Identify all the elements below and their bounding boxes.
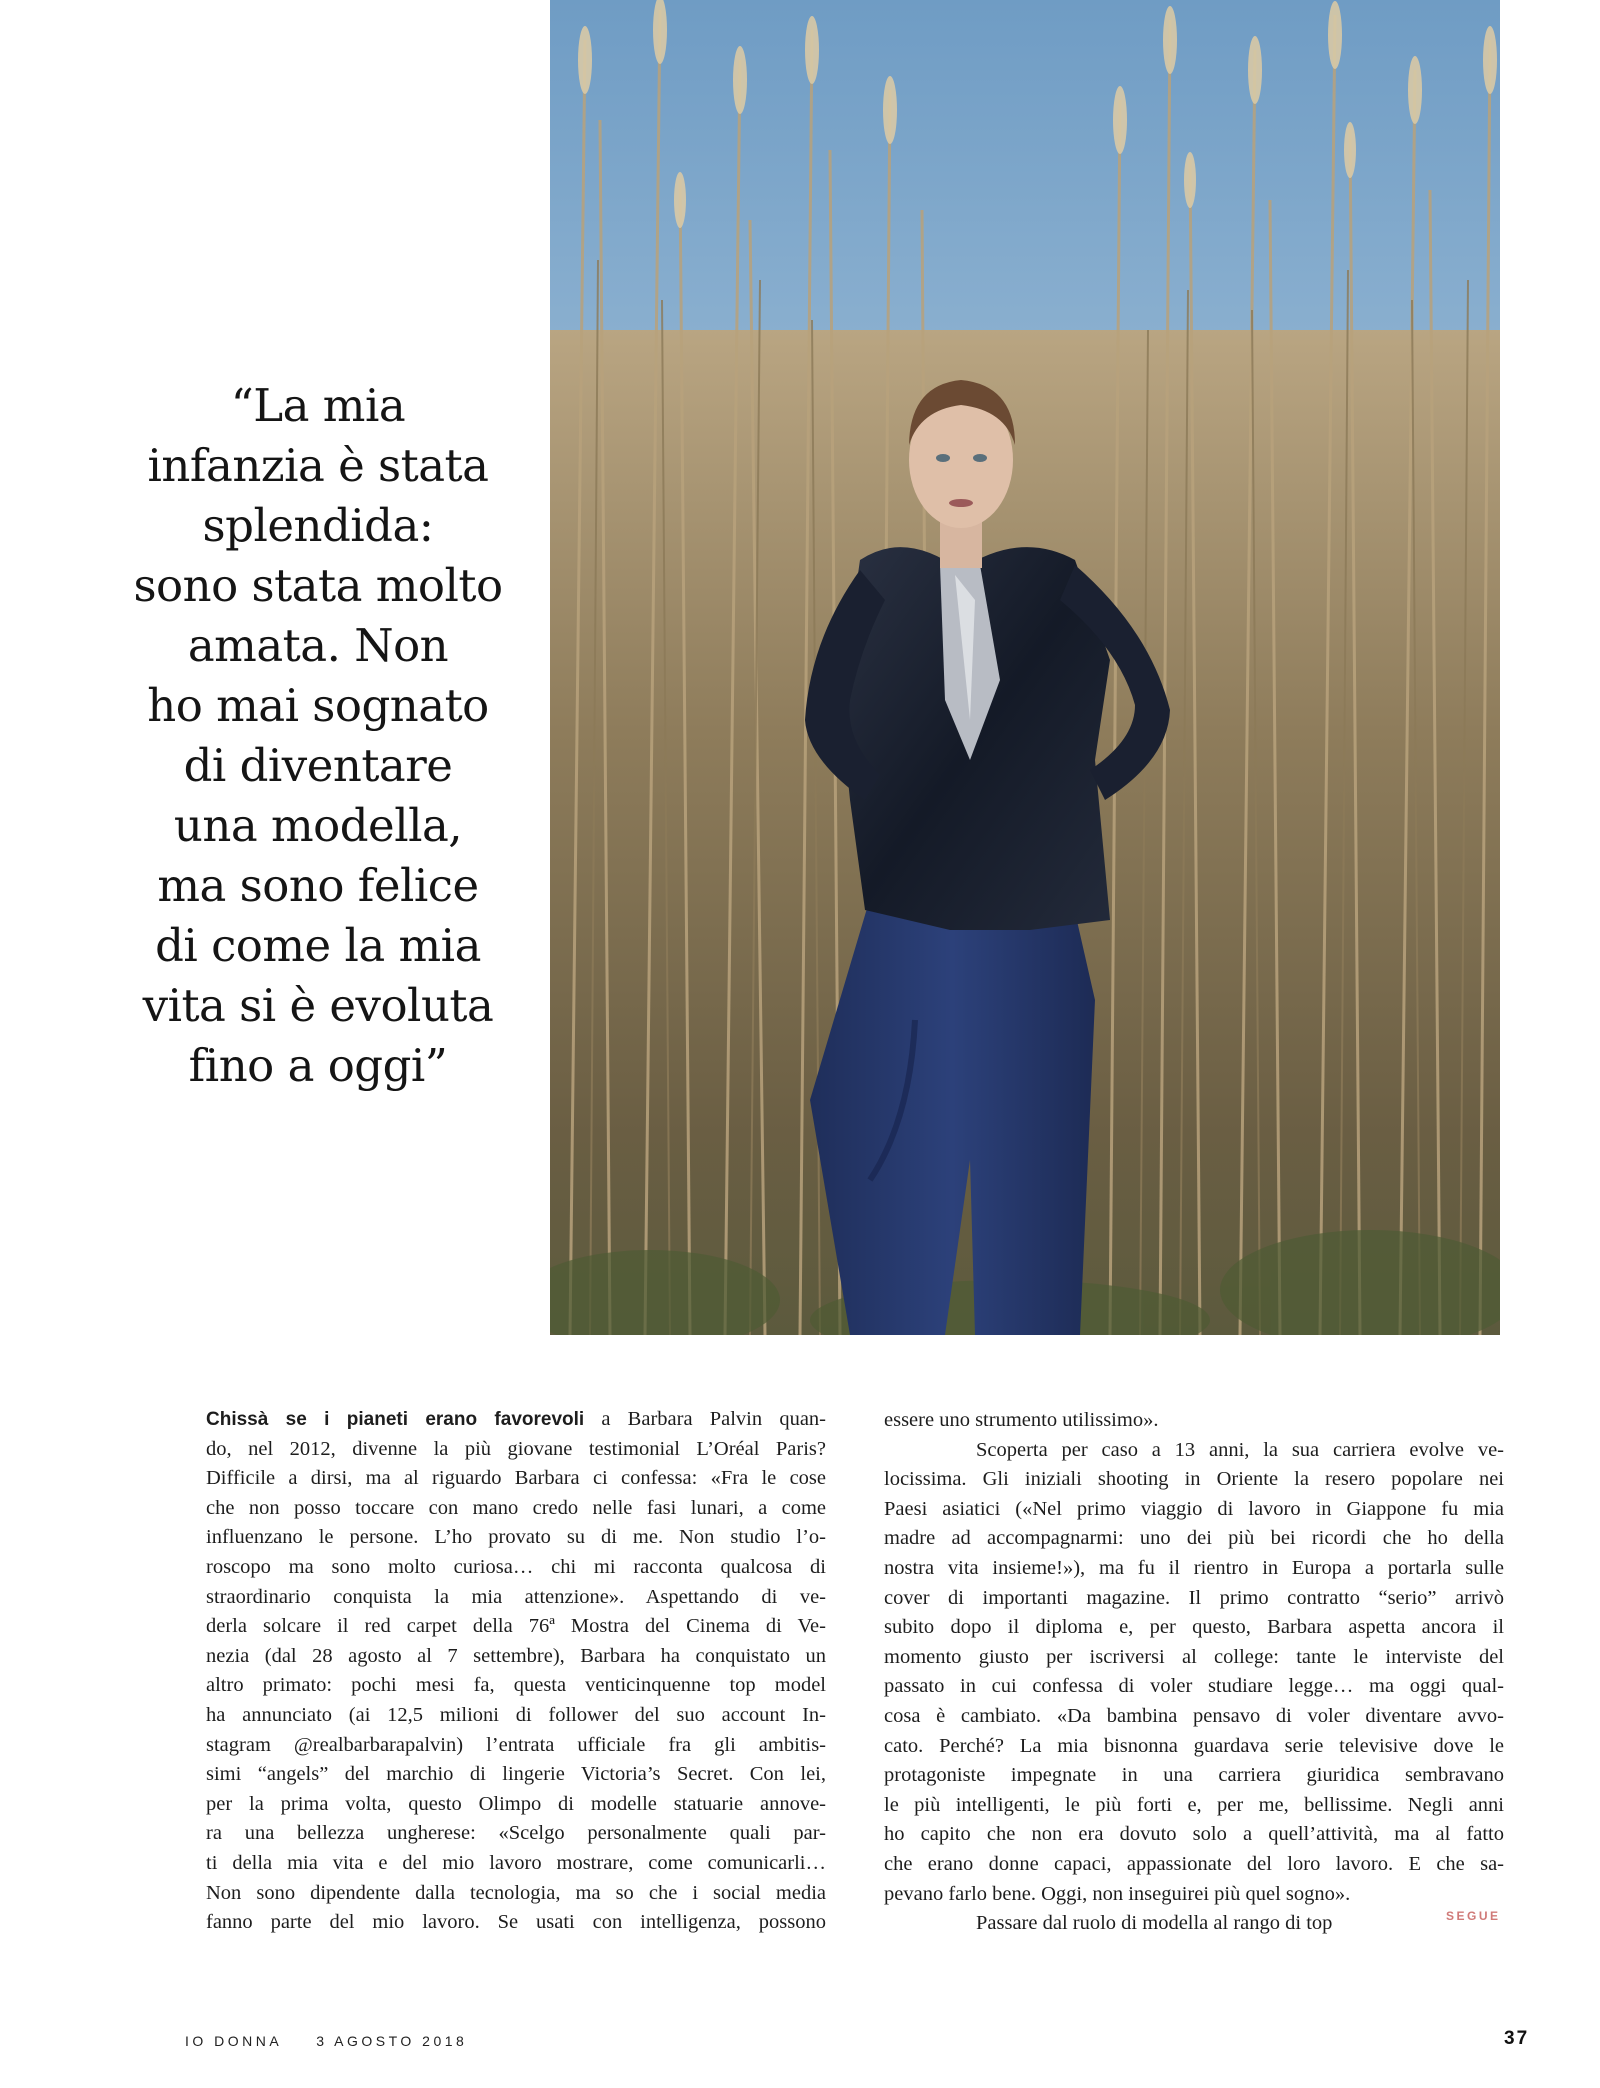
article-line: che erano donne capaci, appassionate del loro lavoro. E che sa- — [884, 1852, 1504, 1875]
quote-line: ma sono felice — [157, 859, 479, 912]
article-line: subito dopo il diploma e, per questo, Barbara aspetta ancora il — [884, 1616, 1504, 1639]
quote-line: sono stata molto — [133, 559, 503, 612]
article-line: Chissà se i pianeti erano favorevoli a Barbara Palvin quan- — [206, 1408, 826, 1430]
article-column-left — [206, 1405, 826, 1938]
article-line: stagram @realbarbarapalvin) l’entrata ufficiale fra gli ambitis- — [206, 1733, 826, 1756]
quote-line: di come la mia — [155, 919, 481, 972]
article-line: influenzano le persone. L’ho provato su di me. Non studio l’o- — [206, 1526, 826, 1549]
article-line: cover di importanti magazine. Il primo contratto “serio” arrivò — [884, 1586, 1504, 1609]
article-line: Scoperta per caso a 13 anni, la sua carriera evolve ve- — [976, 1438, 1504, 1461]
quote-line: ho mai sognato — [147, 679, 489, 732]
photo-illustration — [550, 0, 1500, 1335]
article-line: roscopo ma sono molto curiosa… chi mi racconta qualcosa di — [206, 1555, 826, 1578]
article-line: Paesi asiatici («Nel primo viaggio di lavoro in Giappone fu mia — [884, 1497, 1504, 1520]
article-line: ho capito che non era dovuto solo a quell’attività, ma al fatto — [884, 1823, 1504, 1846]
quote-line: fino a oggi” — [188, 1039, 448, 1092]
article-line: nezia (dal 28 agosto al 7 settembre), Barbara ha conquistato un — [206, 1644, 826, 1667]
article-line: fanno parte del mio lavoro. Se usati con intelligenza, possono — [206, 1911, 826, 1934]
article-line: per la prima volta, questo Olimpo di modelle statuarie annove- — [206, 1792, 826, 1815]
feature-photo — [550, 0, 1500, 1335]
article-line: passato in cui confessa di voler studiare legge… ma oggi qual- — [884, 1675, 1504, 1698]
quote-line: di diventare — [183, 739, 453, 792]
quote-line: amata. Non — [187, 619, 449, 672]
quote-line: infanzia è stata — [147, 439, 489, 492]
article-line: cato. Perché? La mia bisnonna guardava serie televisive dove le — [884, 1734, 1504, 1757]
article-line: nostra vita insieme!»), ma fu il rientro in Europa a portarla sulle — [884, 1556, 1504, 1579]
article-column-right — [884, 1406, 1504, 1939]
article-line: pevano farlo bene. Oggi, non inseguirei più quel sogno». — [884, 1882, 1351, 1905]
article-line: simi “angels” del marchio di lingerie Victoria’s Secret. Con lei, — [206, 1763, 826, 1786]
article-line: le più intelligenti, le più forti e, per me, bellissime. Negli anni — [884, 1793, 1504, 1816]
article-line: momento giusto per iscriversi al college: tante le interviste del — [884, 1645, 1504, 1668]
quote-line: splendida: — [202, 499, 434, 552]
article-line: derla solcare il red carpet della 76ª Mostra del Cinema di Ve- — [206, 1615, 826, 1638]
page-number: 37 — [1504, 2028, 1530, 2049]
pull-quote — [108, 376, 528, 1096]
article-line: protagoniste impegnate in una carriera giuridica sembravano — [884, 1764, 1504, 1787]
magazine-name: IO DONNA — [185, 2033, 283, 2049]
article-line: che non posso toccare con mano credo nelle fasi lunari, a come — [206, 1496, 826, 1519]
article-line: ti della mia vita e del mio lavoro mostrare, come comunicarli… — [206, 1851, 826, 1874]
article-line: cosa è cambiato. «Da bambina pensavo di voler diventare avvo- — [884, 1704, 1504, 1727]
quote-line: una modella, — [173, 799, 463, 852]
issue-date: 3 AGOSTO 2018 — [316, 2033, 468, 2049]
article-line: altro primato: pochi mesi fa, questa venticinquenne top model — [206, 1674, 826, 1697]
lead-in: Chissà se i pianeti erano favorevoli — [206, 1409, 585, 1430]
article-line: do, nel 2012, divenne la più giovane testimonial L’Oréal Paris? — [206, 1437, 826, 1460]
article-line: ra una bellezza ungherese: «Scelgo personalmente quali par- — [206, 1822, 826, 1845]
article-line: straordinario conquista la mia attenzione». Aspettando di ve- — [206, 1585, 826, 1608]
article-line: essere uno strumento utilissimo». — [884, 1409, 1159, 1431]
article-line: Non sono dipendente dalla tecnologia, ma so che i social media — [206, 1881, 826, 1904]
continue-label[interactable]: SEGUE — [1446, 1909, 1501, 1923]
article-line: madre ad accompagnarmi: uno dei più bei ricordi che ho della — [884, 1527, 1504, 1550]
article-line: ha annunciato (ai 12,5 milioni di follower del suo account In- — [206, 1703, 826, 1726]
quote-line: vita si è evoluta — [142, 979, 494, 1032]
article-line: Passare dal ruolo di modella al rango di top — [976, 1912, 1333, 1935]
footer-folio — [185, 2033, 501, 2049]
article-line: Difficile a dirsi, ma al riguardo Barbara ci confessa: «Fra le cose — [206, 1467, 826, 1490]
article-line: locissima. Gli iniziali shooting in Oriente la resero popolare nei — [884, 1468, 1504, 1491]
quote-line: “La mia — [230, 379, 406, 432]
